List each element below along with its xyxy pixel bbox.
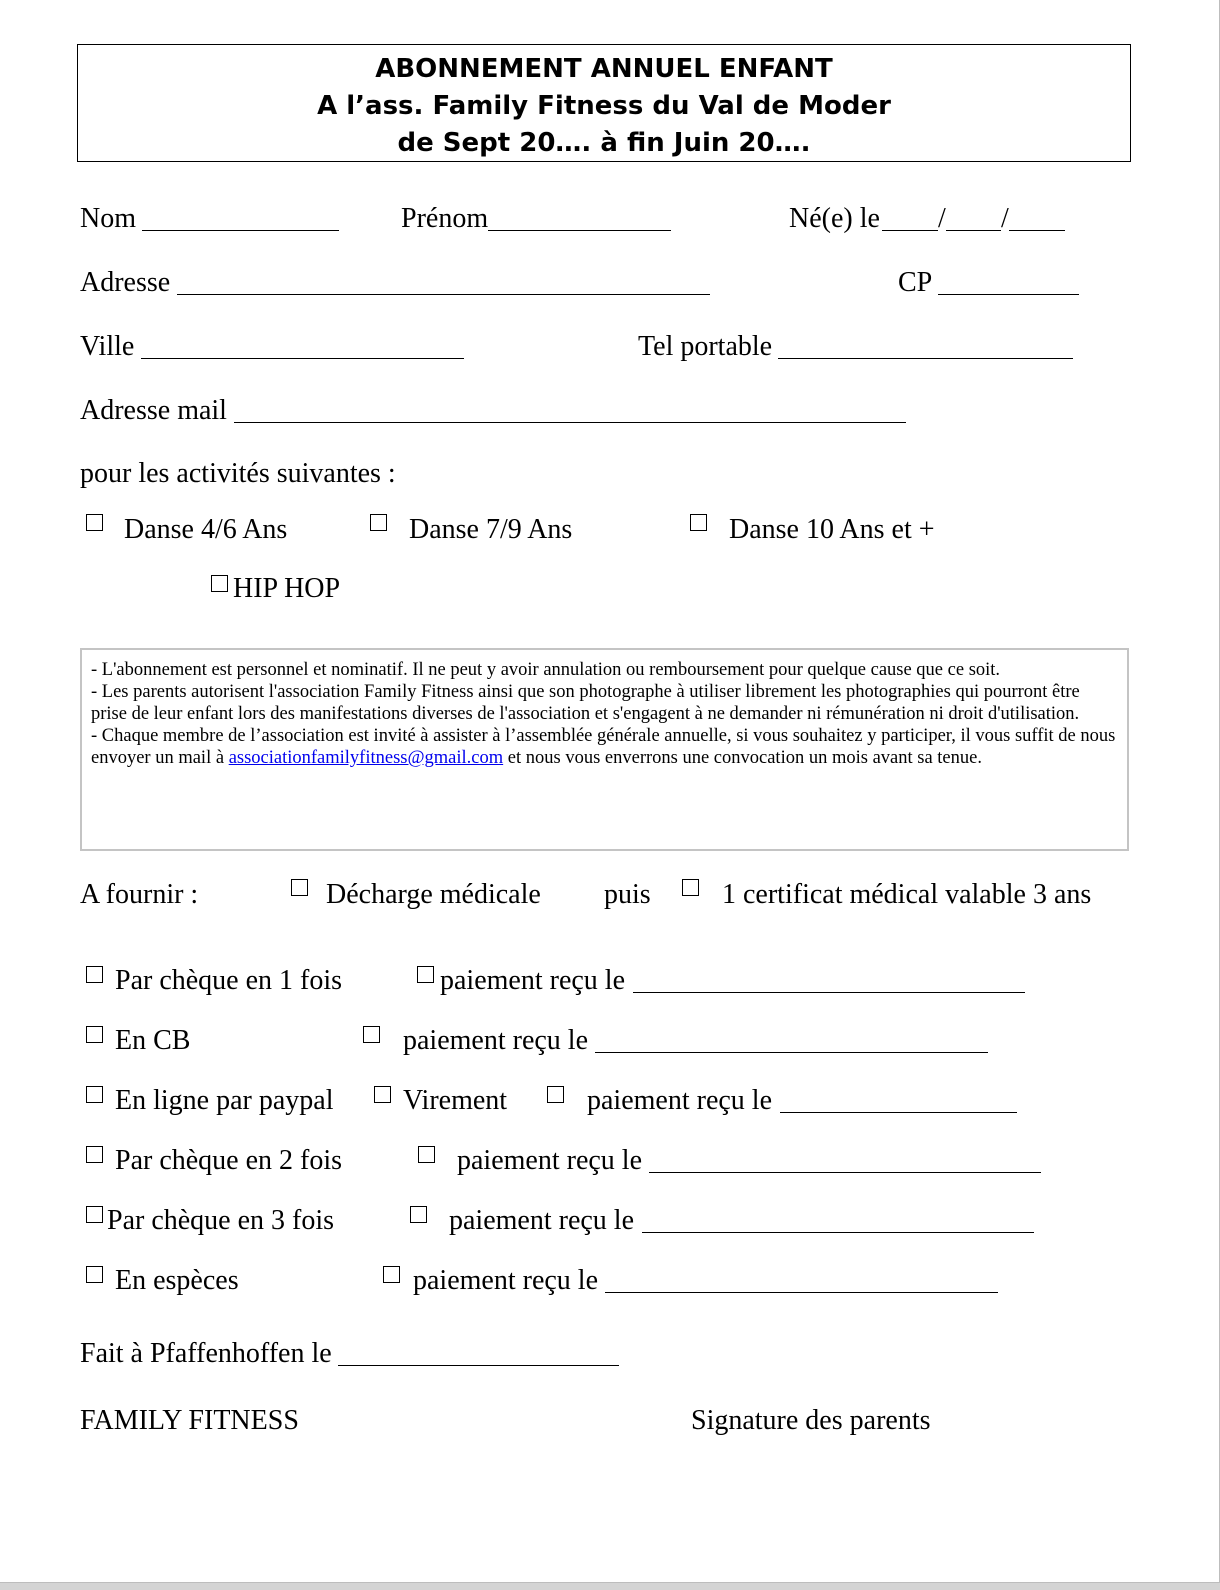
cp-field[interactable] bbox=[938, 294, 1079, 295]
activities-intro: pour les activités suivantes : bbox=[80, 458, 396, 489]
danse-4-6-checkbox[interactable] bbox=[86, 514, 103, 531]
parents-signature-label: Signature des parents bbox=[691, 1405, 931, 1436]
organization-name: FAMILY FITNESS bbox=[80, 1405, 299, 1436]
conditions-box bbox=[80, 648, 1129, 851]
cheque-3-received-checkbox[interactable] bbox=[410, 1206, 427, 1223]
cheque-1-checkbox[interactable] bbox=[86, 966, 103, 983]
provide-label: A fournir : bbox=[80, 879, 199, 910]
tel-label: Tel portable bbox=[638, 331, 773, 362]
fait-date-field[interactable] bbox=[338, 1365, 619, 1366]
danse-10-checkbox[interactable] bbox=[690, 514, 707, 531]
payment-received-label: paiement reçu le bbox=[449, 1205, 635, 1236]
association-name: A l’ass. Family Fitness du Val de Moder bbox=[317, 91, 891, 121]
danse-7-9-checkbox[interactable] bbox=[370, 514, 387, 531]
cheque-1-label: Par chèque en 1 fois bbox=[115, 965, 343, 996]
mail-field[interactable] bbox=[234, 422, 906, 423]
especes-received-checkbox[interactable] bbox=[383, 1266, 400, 1283]
title-box bbox=[77, 44, 1131, 162]
danse-4-6-label: Danse 4/6 Ans bbox=[124, 514, 288, 545]
fait-a-label: Fait à Pfaffenhoffen le bbox=[80, 1338, 332, 1369]
decharge-checkbox[interactable] bbox=[291, 879, 308, 896]
virement-label: Virement bbox=[403, 1085, 508, 1116]
payment-received-label: paiement reçu le bbox=[587, 1085, 773, 1116]
hiphop-label: HIP HOP bbox=[233, 573, 341, 604]
prenom-field[interactable] bbox=[488, 230, 671, 231]
cheque-3-label: Par chèque en 3 fois bbox=[107, 1205, 335, 1236]
cb-checkbox[interactable] bbox=[86, 1026, 103, 1043]
cb-label: En CB bbox=[115, 1025, 191, 1056]
cheque-2-date-field[interactable] bbox=[649, 1172, 1041, 1173]
decharge-label: Décharge médicale bbox=[326, 879, 541, 910]
condition-photos: - Les parents autorisent l'association Family Fitness ainsi que son photographe à utiliser librement les photographies qui pourront être prise de leur enfant lors des manifestations diverses de l'association et s'engagent à ne demander ni rémunération ni droit d'utilisation. bbox=[91, 682, 1080, 724]
condition-personal: - L'abonnement est personnel et nominatif. Il ne peut y avoir annulation ou remboursement pour quelque cause que ce soit. bbox=[91, 660, 1001, 680]
season-period: de Sept 20…. à fin Juin 20…. bbox=[397, 128, 811, 158]
danse-10-label: Danse 10 Ans et + bbox=[729, 514, 935, 545]
cb-date-field[interactable] bbox=[595, 1052, 988, 1053]
cheque-2-received-checkbox[interactable] bbox=[418, 1146, 435, 1163]
prenom-label: Prénom bbox=[401, 203, 489, 234]
payment-received-label: paiement reçu le bbox=[457, 1145, 643, 1176]
mail-label: Adresse mail bbox=[80, 395, 227, 426]
date-separator: / bbox=[938, 203, 946, 234]
ville-field[interactable] bbox=[141, 358, 464, 359]
cheque-2-checkbox[interactable] bbox=[86, 1146, 103, 1163]
especes-date-field[interactable] bbox=[605, 1292, 998, 1293]
birth-year-field[interactable] bbox=[1009, 230, 1065, 231]
cheque-3-checkbox[interactable] bbox=[86, 1206, 103, 1223]
puis-label: puis bbox=[604, 879, 651, 910]
cheque-3-date-field[interactable] bbox=[642, 1232, 1034, 1233]
especes-label: En espèces bbox=[115, 1265, 239, 1296]
nom-field[interactable] bbox=[142, 230, 339, 231]
especes-checkbox[interactable] bbox=[86, 1266, 103, 1283]
paypal-checkbox[interactable] bbox=[86, 1086, 103, 1103]
adresse-label: Adresse bbox=[80, 267, 171, 298]
ville-label: Ville bbox=[80, 331, 135, 362]
certificat-checkbox[interactable] bbox=[682, 879, 699, 896]
cp-label: CP bbox=[898, 267, 933, 298]
cb-received-checkbox[interactable] bbox=[363, 1026, 380, 1043]
tel-field[interactable] bbox=[778, 358, 1073, 359]
payment-received-label: paiement reçu le bbox=[403, 1025, 589, 1056]
certificat-label: 1 certificat médical valable 3 ans bbox=[722, 879, 1092, 910]
cheque-1-date-field[interactable] bbox=[633, 992, 1025, 993]
paypal-label: En ligne par paypal bbox=[115, 1085, 334, 1116]
adresse-field[interactable] bbox=[177, 294, 710, 295]
cheque-2-label: Par chèque en 2 fois bbox=[115, 1145, 343, 1176]
date-separator: / bbox=[1001, 203, 1009, 234]
form-title: ABONNEMENT ANNUEL ENFANT bbox=[375, 54, 833, 84]
email-link[interactable]: associationfamilyfitness@gmail.com bbox=[228, 748, 504, 768]
birthdate-label: Né(e) le bbox=[789, 203, 880, 234]
birth-day-field[interactable] bbox=[882, 230, 938, 231]
birth-month-field[interactable] bbox=[946, 230, 1001, 231]
danse-7-9-label: Danse 7/9 Ans bbox=[409, 514, 573, 545]
paypal-received-checkbox[interactable] bbox=[547, 1086, 564, 1103]
cheque-1-received-checkbox[interactable] bbox=[417, 966, 434, 983]
virement-checkbox[interactable] bbox=[374, 1086, 391, 1103]
payment-received-label: paiement reçu le bbox=[440, 965, 626, 996]
hiphop-checkbox[interactable] bbox=[211, 575, 228, 592]
condition-assembly: - Chaque membre de l’association est invité à assister à l’assemblée générale annuelle, si vous souhaitez y participer, il vous suffit de nous envoyer un mail à associationfamilyfitness@gmail.com et nous vous enverrons une convocation un mois avant sa tenue. bbox=[91, 726, 1116, 768]
paypal-date-field[interactable] bbox=[780, 1112, 1017, 1113]
nom-label: Nom bbox=[80, 203, 136, 234]
payment-received-label: paiement reçu le bbox=[413, 1265, 599, 1296]
